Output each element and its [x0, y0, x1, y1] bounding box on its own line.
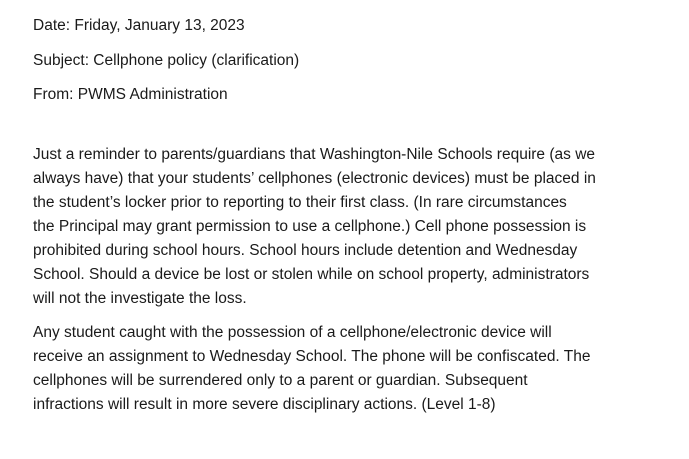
paragraph-1-line: will not the investigate the loss.: [33, 290, 247, 307]
paragraph-2-line: receive an assignment to Wednesday School. The phone will be confiscated. The: [33, 348, 591, 365]
paragraph-1-line: the Principal may grant permission to use a cellphone.) Cell phone possession is: [33, 218, 587, 235]
memo-document: [33, 14, 663, 417]
paragraph-1-line: prohibited during school hours. School hours include detention and Wednesday: [33, 242, 578, 259]
paragraph-1-line: the student’s locker prior to reporting to their first class. (In rare circumstances: [33, 194, 567, 211]
from-line: From: PWMS Administration: [33, 86, 228, 103]
paragraph-2-line: Any student caught with the possession of a cellphone/electronic device will: [33, 324, 552, 341]
policy-paragraph-2: [33, 321, 663, 417]
paragraph-2-line: infractions will result in more severe disciplinary actions. (Level 1-8): [33, 396, 496, 413]
paragraph-1-line: School. Should a device be lost or stolen while on school property, administrators: [33, 266, 590, 283]
subject-line: Subject: Cellphone policy (clarification): [33, 51, 300, 69]
paragraph-1-line: always have) that your students’ cellphones (electronic devices) must be placed in: [33, 170, 596, 187]
paragraph-2-line: cellphones will be surrendered only to a parent or guardian. Subsequent: [33, 372, 528, 389]
date-line: Date: Friday, January 13, 2023: [33, 17, 245, 34]
policy-paragraph-1: [33, 143, 663, 311]
paragraph-1-line: Just a reminder to parents/guardians that Washington-Nile Schools require (as we: [33, 146, 596, 163]
